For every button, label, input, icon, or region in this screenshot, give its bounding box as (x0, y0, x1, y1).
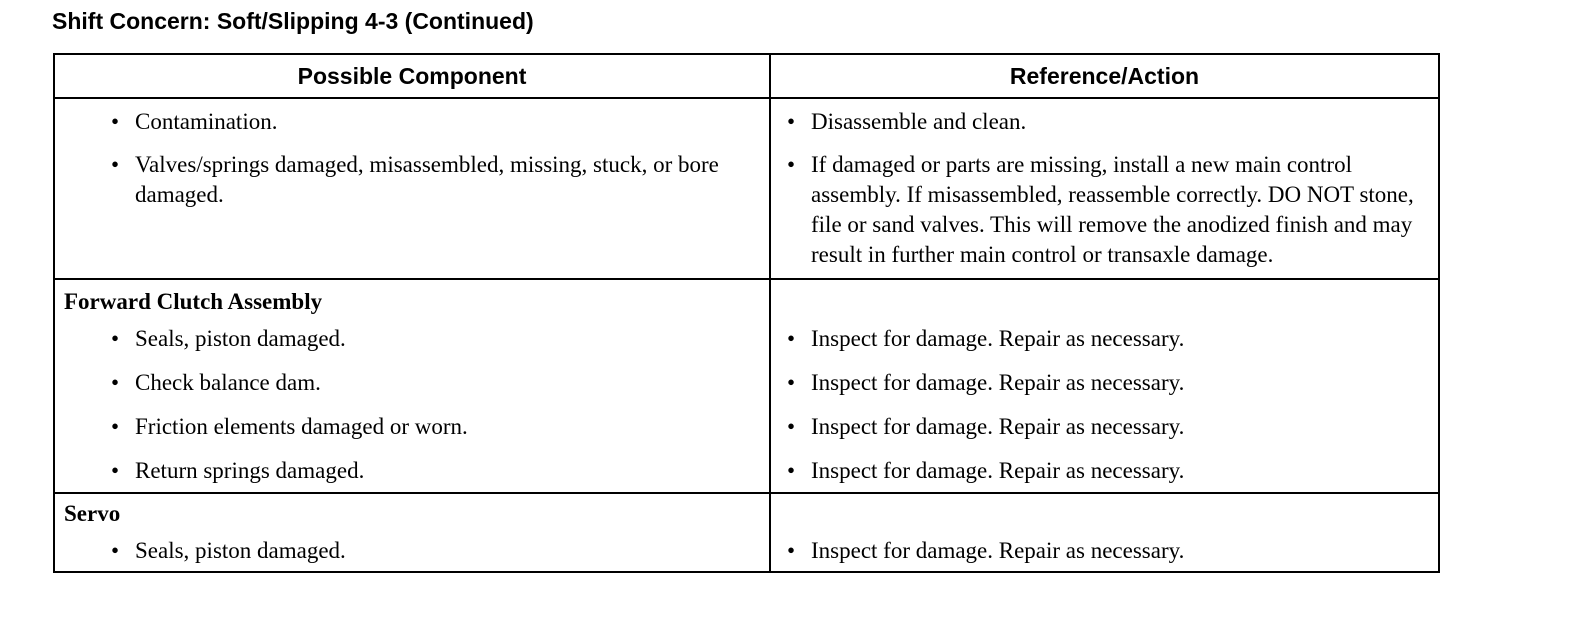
table-row (54, 150, 1439, 279)
component-text: Valves/springs damaged, misassembled, missing, stuck, or bore damaged. (135, 152, 719, 207)
bullet: • (111, 152, 120, 177)
bullet: • (111, 370, 120, 395)
bullet: • (787, 152, 796, 177)
component-text: Seals, piston damaged. (135, 538, 346, 563)
list-item (771, 150, 1438, 270)
group-heading: Forward Clutch Assembly (64, 289, 323, 314)
bullet: • (787, 538, 796, 563)
component-text: Seals, piston damaged. (135, 326, 346, 351)
table-row (54, 363, 1439, 407)
component-text: Friction elements damaged or worn. (135, 414, 468, 439)
list-item (771, 324, 1438, 354)
group-heading-cell (54, 493, 770, 531)
group-heading-row (54, 279, 1439, 319)
table-row (54, 98, 1439, 150)
bullet: • (787, 326, 796, 351)
component-text: Return springs damaged. (135, 458, 365, 483)
empty-cell (770, 279, 1439, 319)
bullet: • (111, 458, 120, 483)
table-header-row (54, 54, 1439, 98)
action-cell (770, 98, 1439, 150)
bullet: • (787, 370, 796, 395)
action-cell (770, 407, 1439, 451)
page-title: Shift Concern: Soft/Slipping 4-3 (Continued) (52, 8, 534, 34)
bullet: • (787, 458, 796, 483)
bullet: • (111, 109, 120, 134)
component-cell (54, 150, 770, 279)
bullet: • (787, 109, 796, 134)
action-text: If damaged or parts are missing, install a new main control assembly. If misassembled, reassemble correctly. DO NOT stone, file or sand valves. This will remove the anodized finish and may result in further main control or transaxle damage. (811, 152, 1414, 267)
column-header-action: Reference/Action (770, 54, 1439, 98)
component-cell (54, 98, 770, 150)
table-row (54, 319, 1439, 363)
action-text: Inspect for damage. Repair as necessary. (811, 538, 1185, 563)
group-heading-row (54, 493, 1439, 531)
component-cell (54, 531, 770, 572)
list-item (771, 412, 1438, 442)
group-heading-cell (54, 279, 770, 319)
bullet: • (111, 326, 120, 351)
list-item (55, 107, 769, 137)
bullet: • (111, 538, 120, 563)
component-cell (54, 363, 770, 407)
column-header-component: Possible Component (54, 54, 770, 98)
list-item (55, 412, 769, 442)
action-text: Inspect for damage. Repair as necessary. (811, 370, 1185, 395)
diagnosis-table (53, 53, 1440, 573)
action-cell (770, 319, 1439, 363)
list-item (771, 107, 1438, 137)
action-cell (770, 363, 1439, 407)
action-cell (770, 150, 1439, 279)
bullet: • (111, 414, 120, 439)
table-row (54, 531, 1439, 572)
bullet: • (787, 414, 796, 439)
action-cell (770, 451, 1439, 493)
action-text: Inspect for damage. Repair as necessary. (811, 458, 1185, 483)
action-text: Inspect for damage. Repair as necessary. (811, 414, 1185, 439)
component-cell (54, 407, 770, 451)
action-cell (770, 531, 1439, 572)
group-heading: Servo (64, 501, 121, 526)
list-item (55, 150, 769, 210)
component-text: Contamination. (135, 109, 278, 134)
list-item (55, 368, 769, 398)
list-item (55, 456, 769, 486)
component-cell (54, 319, 770, 363)
empty-cell (770, 493, 1439, 531)
table-row (54, 407, 1439, 451)
component-text: Check balance dam. (135, 370, 321, 395)
component-cell (54, 451, 770, 493)
list-item (55, 536, 769, 566)
action-text: Disassemble and clean. (811, 109, 1027, 134)
action-text: Inspect for damage. Repair as necessary. (811, 326, 1185, 351)
table-row (54, 451, 1439, 493)
list-item (771, 536, 1438, 566)
list-item (771, 368, 1438, 398)
list-item (55, 324, 769, 354)
list-item (771, 456, 1438, 486)
